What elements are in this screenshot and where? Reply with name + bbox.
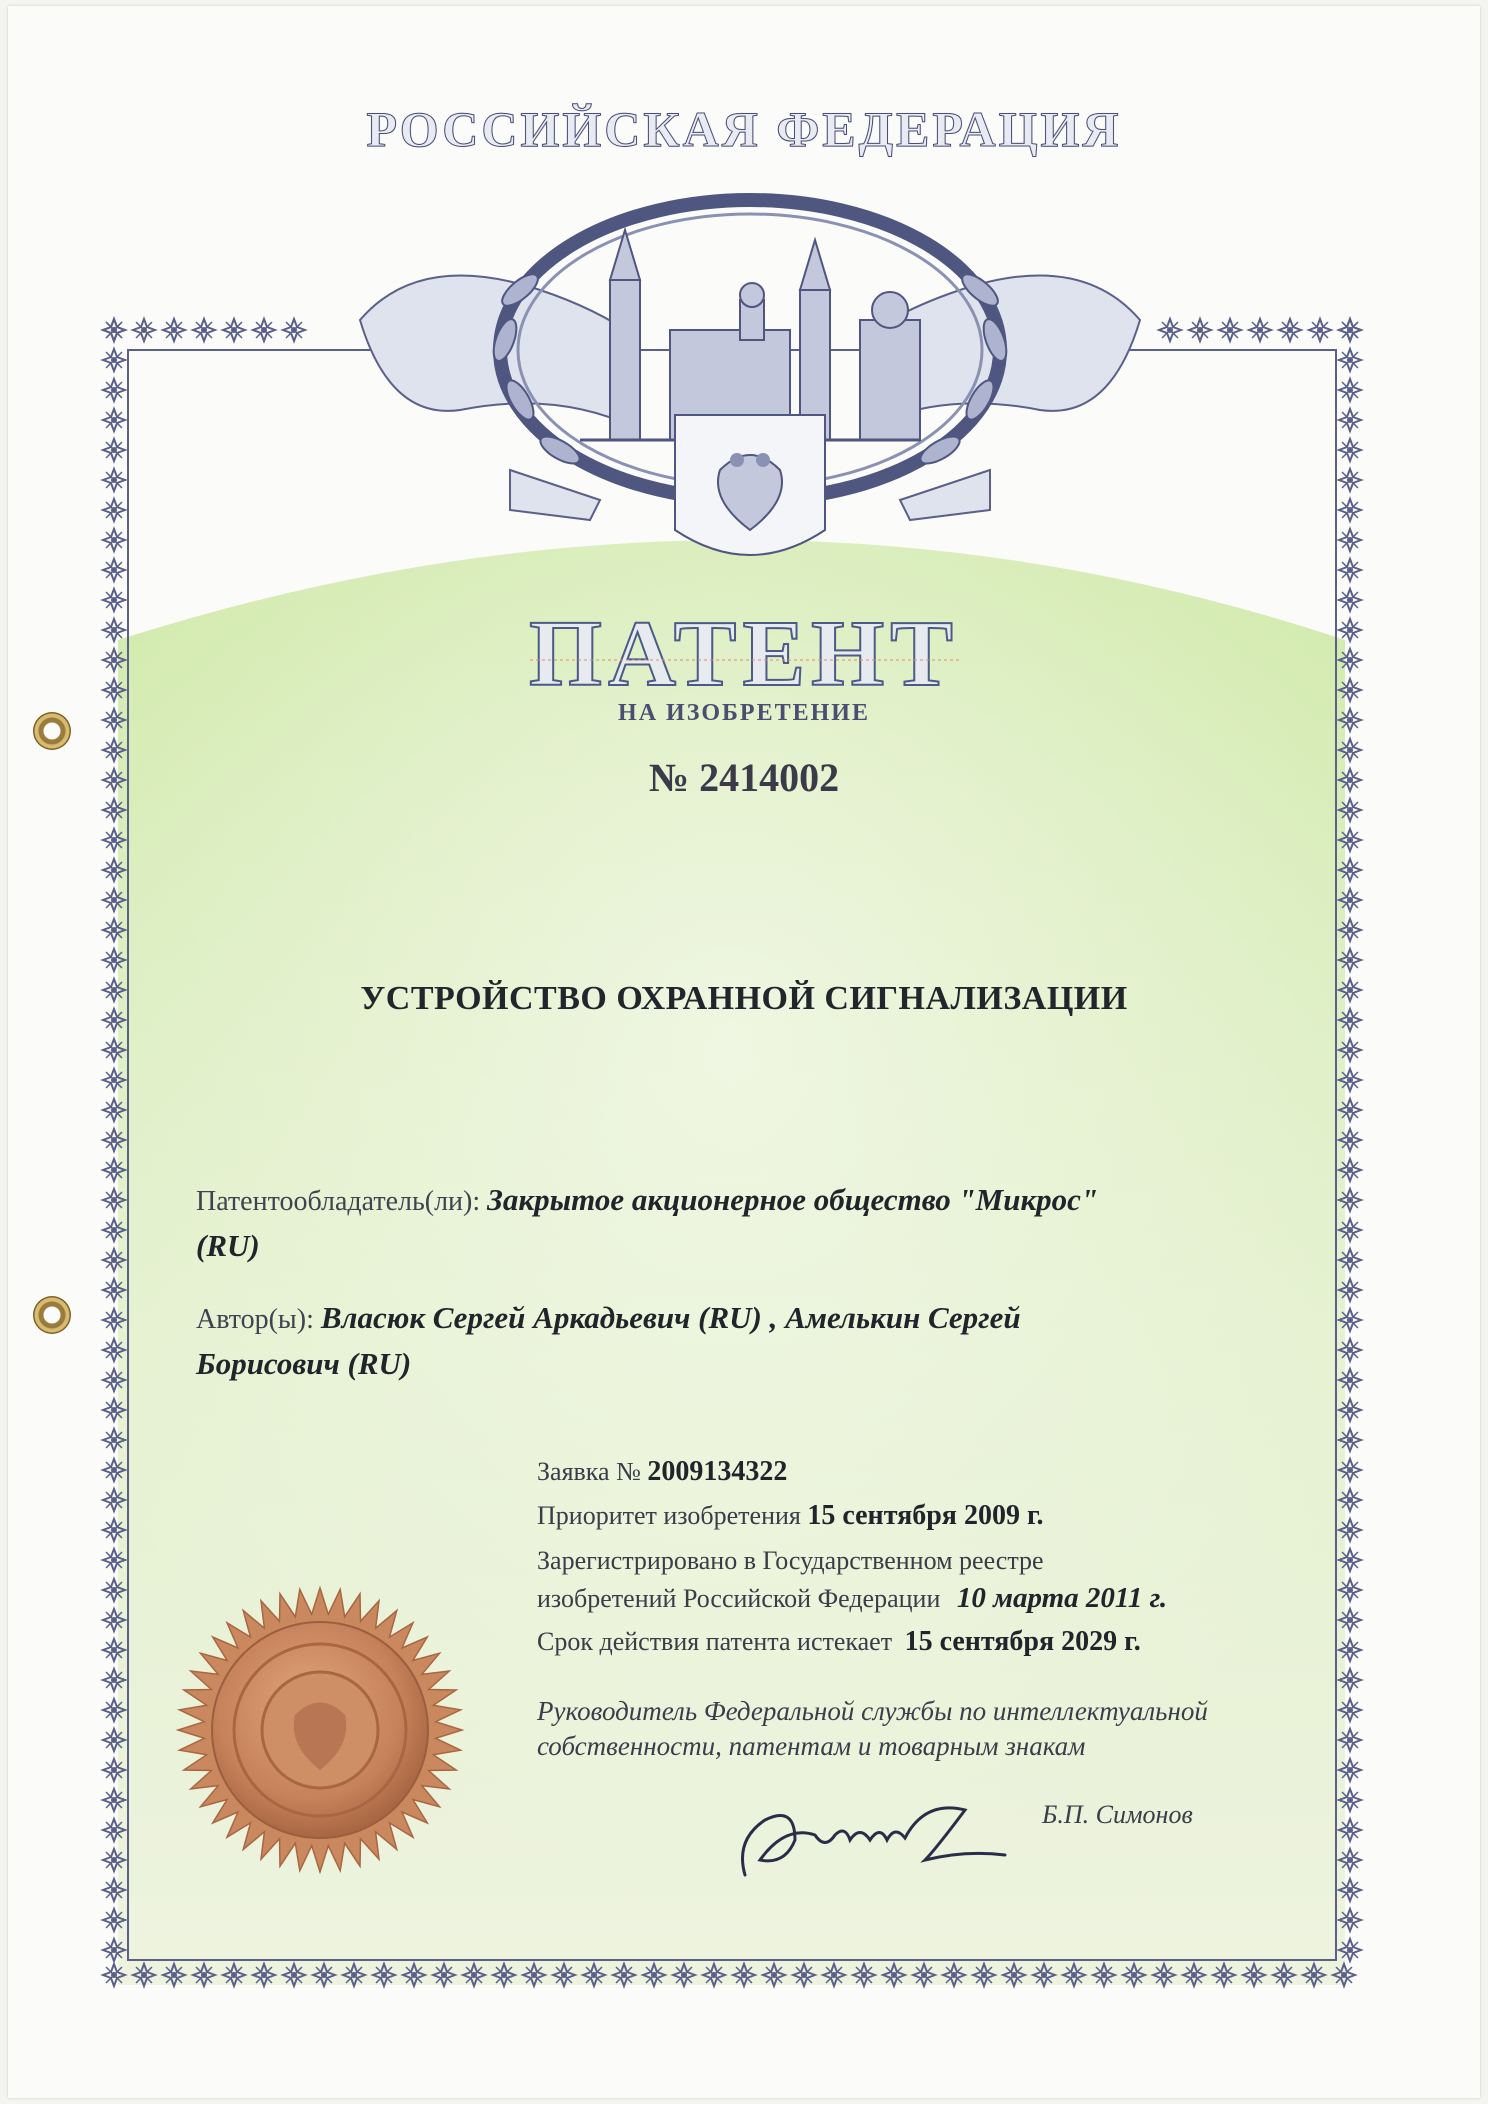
star-ornament-icon bbox=[853, 1964, 875, 1986]
star-ornament-icon bbox=[1339, 1399, 1361, 1421]
star-ornament-icon bbox=[103, 409, 125, 431]
star-ornament-icon bbox=[1183, 1964, 1205, 1986]
star-ornament-icon bbox=[103, 829, 125, 851]
star-ornament-icon bbox=[823, 1964, 845, 1986]
star-ornament-icon bbox=[973, 1964, 995, 1986]
star-ornament-icon bbox=[103, 319, 125, 341]
star-ornament-icon bbox=[283, 319, 305, 341]
star-ornament-icon bbox=[193, 1964, 215, 1986]
star-ornament-icon bbox=[103, 1669, 125, 1691]
star-ornament-icon bbox=[1339, 1339, 1361, 1361]
star-ornament-icon bbox=[163, 1964, 185, 1986]
star-ornament-icon bbox=[103, 1789, 125, 1811]
star-ornament-icon bbox=[223, 319, 245, 341]
star-ornament-icon bbox=[1339, 1219, 1361, 1241]
star-ornament-icon bbox=[1339, 1729, 1361, 1751]
star-ornament-icon bbox=[1339, 1639, 1361, 1661]
star-ornament-icon bbox=[103, 1729, 125, 1751]
application-line bbox=[537, 1456, 787, 1488]
registered-date: 10 марта 2011 г. bbox=[956, 1582, 1168, 1614]
star-ornament-icon bbox=[103, 1039, 125, 1061]
expiry-line bbox=[537, 1626, 1141, 1658]
title-guilloche bbox=[530, 615, 960, 705]
star-ornament-icon bbox=[1339, 319, 1361, 341]
star-ornament-icon bbox=[103, 1159, 125, 1181]
priority-date: 15 сентября 2009 г. bbox=[807, 1500, 1044, 1531]
star-ornament-icon bbox=[463, 1964, 485, 1986]
star-ornament-icon bbox=[103, 1279, 125, 1301]
star-ornament-icon bbox=[103, 1609, 125, 1631]
star-ornament-icon bbox=[733, 1964, 755, 1986]
star-ornament-icon bbox=[103, 1369, 125, 1391]
star-ornament-icon bbox=[1339, 439, 1361, 461]
star-ornament-icon bbox=[1339, 379, 1361, 401]
star-ornament-icon bbox=[103, 1639, 125, 1661]
star-ornament-icon bbox=[103, 529, 125, 551]
star-ornament-icon bbox=[523, 1964, 545, 1986]
star-ornament-icon bbox=[1093, 1964, 1115, 1986]
star-ornament-icon bbox=[1339, 409, 1361, 431]
registered-line-2 bbox=[537, 1582, 1167, 1615]
star-ornament-icon bbox=[223, 1964, 245, 1986]
star-ornament-icon bbox=[103, 859, 125, 881]
star-ornament-icon bbox=[103, 1909, 125, 1931]
star-ornament-icon bbox=[1339, 919, 1361, 941]
star-ornament-icon bbox=[133, 319, 155, 341]
star-ornament-icon bbox=[883, 1964, 905, 1986]
star-ornament-icon bbox=[1339, 1039, 1361, 1061]
star-ornament-icon bbox=[1339, 1189, 1361, 1211]
application-number: 2009134322 bbox=[647, 1456, 788, 1487]
star-ornament-icon bbox=[1339, 559, 1361, 581]
authors-label: Автор(ы): bbox=[196, 1304, 314, 1335]
star-ornament-icon bbox=[1243, 1964, 1265, 1986]
star-ornament-icon bbox=[1339, 1129, 1361, 1151]
country-name: РОССИЙСКАЯ ФЕДЕРАЦИЯ bbox=[366, 101, 1122, 157]
star-ornament-icon bbox=[103, 499, 125, 521]
star-ornament-icon bbox=[493, 1964, 515, 1986]
star-ornament-icon bbox=[1339, 1849, 1361, 1871]
star-ornament-icon bbox=[613, 1964, 635, 1986]
star-ornament-icon bbox=[103, 1459, 125, 1481]
star-ornament-icon bbox=[913, 1964, 935, 1986]
expiry-label: Срок действия патента истекает bbox=[537, 1627, 893, 1656]
expiry-date: 15 сентября 2029 г. bbox=[904, 1626, 1141, 1657]
star-ornament-icon bbox=[103, 1699, 125, 1721]
star-ornament-icon bbox=[253, 319, 275, 341]
star-ornament-icon bbox=[1339, 1939, 1361, 1961]
star-ornament-icon bbox=[643, 1964, 665, 1986]
star-ornament-icon bbox=[103, 1489, 125, 1511]
star-ornament-icon bbox=[1153, 1964, 1175, 1986]
star-ornament-icon bbox=[1339, 1519, 1361, 1541]
star-ornament-icon bbox=[1033, 1964, 1055, 1986]
star-ornament-icon bbox=[1333, 1964, 1355, 1986]
star-ornament-icon bbox=[1339, 349, 1361, 371]
star-ornament-icon bbox=[103, 1249, 125, 1271]
star-ornament-icon bbox=[103, 1964, 125, 1986]
star-ornament-icon bbox=[1273, 1964, 1295, 1986]
star-ornament-icon bbox=[403, 1964, 425, 1986]
star-ornament-icon bbox=[1279, 319, 1301, 341]
star-ornament-icon bbox=[103, 1129, 125, 1151]
star-ornament-icon bbox=[103, 439, 125, 461]
patent-number: № 2414002 bbox=[648, 755, 840, 800]
star-ornament-icon bbox=[103, 1579, 125, 1601]
star-ornament-icon bbox=[1339, 859, 1361, 881]
star-ornament-icon bbox=[703, 1964, 725, 1986]
star-ornament-icon bbox=[103, 1939, 125, 1961]
star-ornament-icon bbox=[103, 1189, 125, 1211]
star-ornament-icon bbox=[103, 1879, 125, 1901]
star-ornament-icon bbox=[103, 949, 125, 971]
holders-value-country: (RU) bbox=[196, 1228, 260, 1263]
star-ornament-icon bbox=[133, 1964, 155, 1986]
star-ornament-icon bbox=[1339, 1489, 1361, 1511]
star-ornament-icon bbox=[1339, 1579, 1361, 1601]
priority-label: Приоритет изобретения bbox=[537, 1501, 801, 1530]
star-ornament-icon bbox=[1339, 1609, 1361, 1631]
star-ornament-icon bbox=[1339, 1909, 1361, 1931]
star-ornament-icon bbox=[1339, 949, 1361, 971]
star-ornament-icon bbox=[1213, 1964, 1235, 1986]
coat-of-arms-icon bbox=[675, 415, 825, 555]
patent-title: ПАТЕНТ bbox=[529, 602, 959, 706]
authors-value: Власюк Сергей Аркадьевич (RU) , Амелькин Сергей bbox=[320, 1300, 1021, 1335]
star-ornament-icon bbox=[1339, 1369, 1361, 1391]
star-ornament-icon bbox=[103, 1519, 125, 1541]
star-ornament-icon bbox=[193, 319, 215, 341]
holders-value: Закрытое акционерное общество "Микрос" bbox=[487, 1182, 1099, 1217]
star-ornament-icon bbox=[1339, 1759, 1361, 1781]
star-ornament-icon bbox=[793, 1964, 815, 1986]
star-ornament-icon bbox=[1339, 1459, 1361, 1481]
star-ornament-icon bbox=[1339, 1879, 1361, 1901]
patent-holders bbox=[196, 1178, 1296, 1270]
star-ornament-icon bbox=[103, 799, 125, 821]
star-ornament-icon bbox=[103, 559, 125, 581]
star-ornament-icon bbox=[1339, 469, 1361, 491]
star-ornament-icon bbox=[1339, 1069, 1361, 1091]
star-ornament-icon bbox=[103, 1759, 125, 1781]
star-ornament-icon bbox=[253, 1964, 275, 1986]
star-ornament-icon bbox=[103, 1429, 125, 1451]
star-ornament-icon bbox=[103, 1819, 125, 1841]
authors-value-cont: Борисович (RU) bbox=[196, 1346, 412, 1381]
star-ornament-icon bbox=[943, 1964, 965, 1986]
star-ornament-icon bbox=[103, 1339, 125, 1361]
star-ornament-icon bbox=[103, 1099, 125, 1121]
star-ornament-icon bbox=[103, 1399, 125, 1421]
star-ornament-icon bbox=[103, 1309, 125, 1331]
star-ornament-icon bbox=[103, 379, 125, 401]
star-ornament-icon bbox=[1339, 1429, 1361, 1451]
star-ornament-icon bbox=[1123, 1964, 1145, 1986]
seal-icon bbox=[170, 1580, 470, 1880]
star-ornament-icon bbox=[1189, 319, 1211, 341]
star-ornament-icon bbox=[103, 469, 125, 491]
head-title-line1: Руководитель Федеральной службы по интеллектуальной bbox=[537, 1696, 1208, 1726]
star-ornament-icon bbox=[1159, 319, 1181, 341]
star-ornament-icon bbox=[1339, 829, 1361, 851]
star-ornament-icon bbox=[373, 1964, 395, 1986]
star-ornament-icon bbox=[1339, 889, 1361, 911]
star-ornament-icon bbox=[1339, 1099, 1361, 1121]
star-ornament-icon bbox=[583, 1964, 605, 1986]
star-ornament-icon bbox=[1339, 1309, 1361, 1331]
star-ornament-icon bbox=[103, 1549, 125, 1571]
star-ornament-icon bbox=[103, 1219, 125, 1241]
head-title-line2: собственности, патентам и товарным знакам bbox=[537, 1731, 1086, 1761]
star-ornament-icon bbox=[1309, 319, 1331, 341]
star-ornament-icon bbox=[1303, 1964, 1325, 1986]
star-ornament-icon bbox=[1339, 1789, 1361, 1811]
signature-icon bbox=[725, 1780, 1025, 1890]
patent-authors bbox=[196, 1296, 1296, 1388]
holders-label: Патентообладатель(ли): bbox=[196, 1186, 481, 1217]
star-ornament-icon bbox=[673, 1964, 695, 1986]
patent-subtitle: НА ИЗОБРЕТЕНИЕ bbox=[618, 700, 870, 726]
star-ornament-icon bbox=[103, 349, 125, 371]
kremlin-emblem-icon bbox=[340, 170, 1160, 590]
star-ornament-icon bbox=[103, 1849, 125, 1871]
star-ornament-icon bbox=[1339, 1699, 1361, 1721]
star-ornament-icon bbox=[553, 1964, 575, 1986]
star-ornament-icon bbox=[1063, 1964, 1085, 1986]
star-ornament-icon bbox=[103, 1069, 125, 1091]
star-ornament-icon bbox=[283, 1964, 305, 1986]
star-ornament-icon bbox=[1339, 499, 1361, 521]
star-ornament-icon bbox=[1339, 1279, 1361, 1301]
star-ornament-icon bbox=[433, 1964, 455, 1986]
registered-line-1: Зарегистрировано в Государственном реестре bbox=[537, 1546, 1044, 1575]
star-ornament-icon bbox=[1339, 1249, 1361, 1271]
star-ornament-icon bbox=[1339, 799, 1361, 821]
star-ornament-icon bbox=[1339, 1669, 1361, 1691]
registered-label: изобретений Российской Федерации bbox=[537, 1584, 941, 1613]
star-ornament-icon bbox=[1249, 319, 1271, 341]
star-ornament-icon bbox=[763, 1964, 785, 1986]
star-ornament-icon bbox=[1003, 1964, 1025, 1986]
star-ornament-icon bbox=[1339, 1549, 1361, 1571]
star-ornament-icon bbox=[313, 1964, 335, 1986]
star-ornament-icon bbox=[1219, 319, 1241, 341]
star-ornament-icon bbox=[343, 1964, 365, 1986]
invention-title: УСТРОЙСТВО ОХРАННОЙ СИГНАЛИЗАЦИИ bbox=[360, 980, 1128, 1017]
head-title bbox=[537, 1694, 1337, 1764]
star-ornament-icon bbox=[103, 889, 125, 911]
binder-hole-icon bbox=[33, 712, 71, 750]
signer-name: Б.П. Симонов bbox=[1042, 1800, 1193, 1829]
star-ornament-icon bbox=[1339, 529, 1361, 551]
binder-hole-icon bbox=[33, 1296, 71, 1334]
star-ornament-icon bbox=[1339, 1819, 1361, 1841]
priority-line bbox=[537, 1500, 1044, 1532]
star-ornament-icon bbox=[103, 919, 125, 941]
star-ornament-icon bbox=[163, 319, 185, 341]
star-ornament-icon bbox=[1339, 1159, 1361, 1181]
application-label: Заявка № bbox=[537, 1457, 641, 1486]
